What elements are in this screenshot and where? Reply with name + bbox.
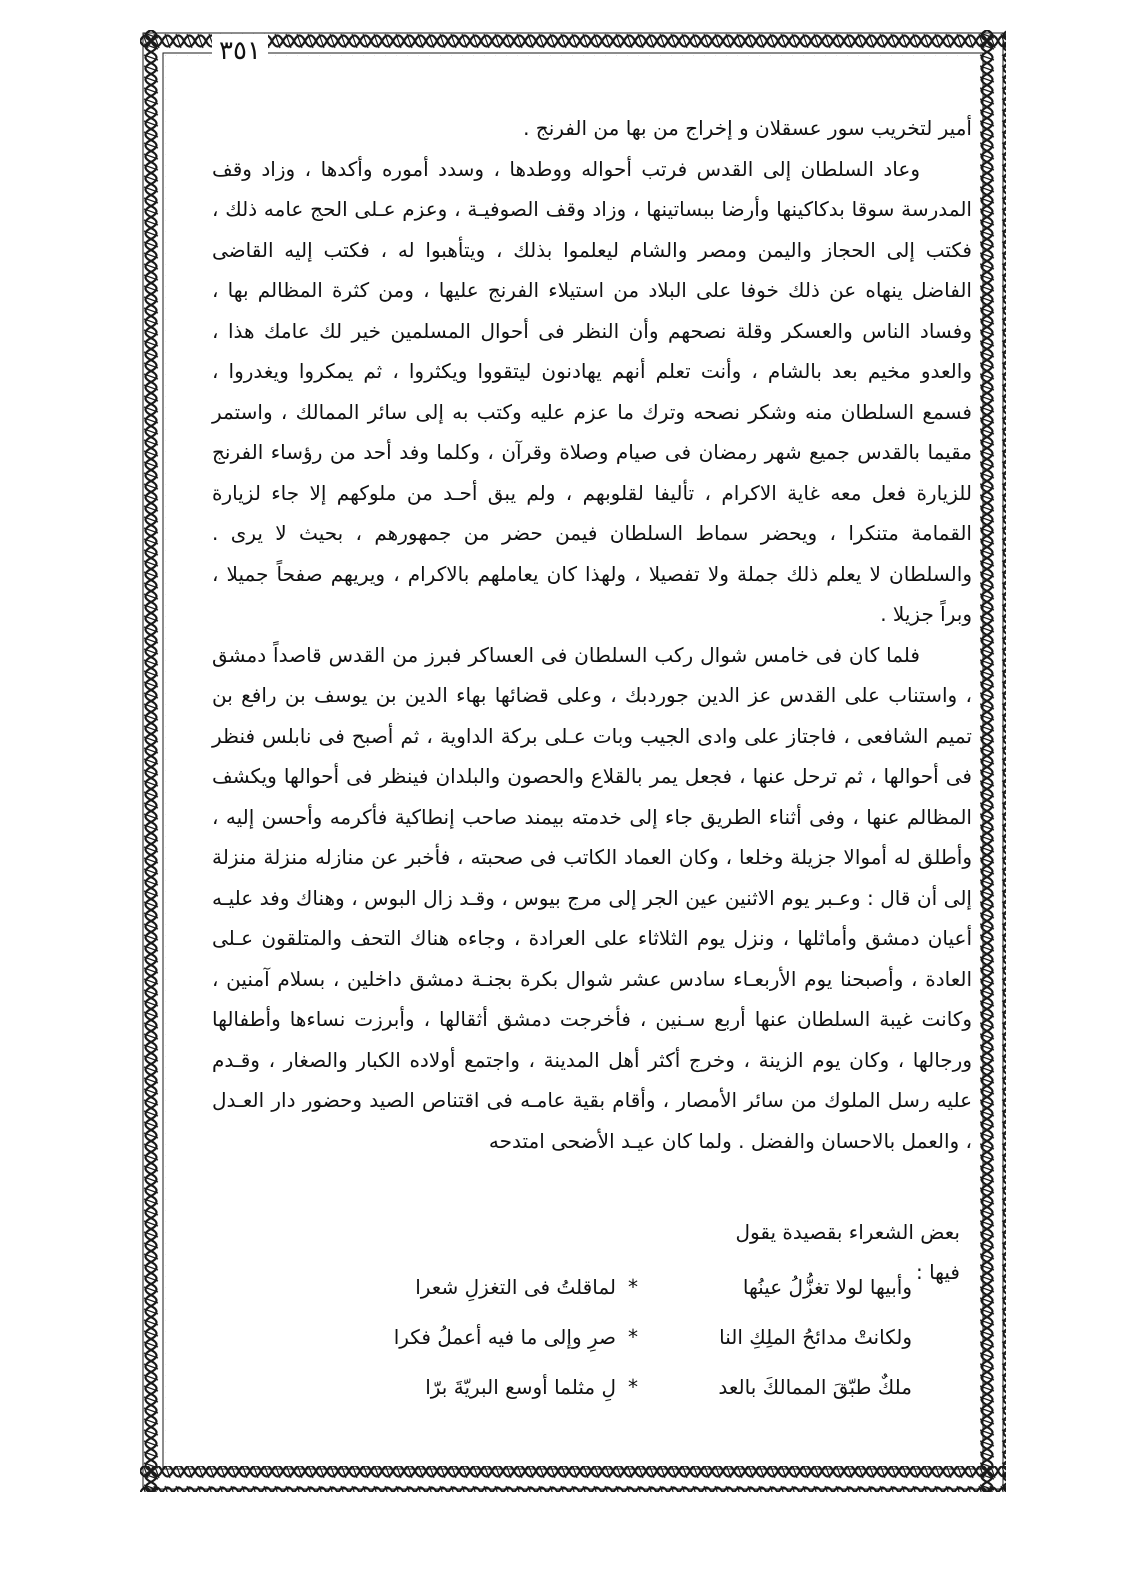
body-text [212, 108, 972, 1161]
verse [352, 1362, 912, 1412]
verse-second-hemistich: صرِ وإلى ما فيه أعملُ فكرا [393, 1325, 616, 1349]
top-border [140, 30, 1006, 56]
verse-separator: * [628, 1375, 638, 1399]
page-number: ٣٥١ [212, 34, 268, 68]
paragraph-2: وعاد السلطان إلى القدس فرتب أحواله ووطدها ، وسدد أموره وأكدها ، وزاد وقف المدرسة سوقا بدكاكينها وأرضا ببساتينها ، وزاد وقف الصوفيـة ، وعزم عـلى الحج عامه ذلك ، فكتب إلى الحجاز واليمن ومصر والشام ليعلموا بذلك ، ويتأهبوا له ، فكتب إليه القاضى الفاضل ينهاه عن ذلك خوفا على البلاد من استيلاء الفرنج عليها ، ومن كثرة المظالم بها ، وفساد الناس والعسكر وقلة نصحهم وأن النظر فى أحوال المسلمين خير لك عامك هذا ، والعدو مخيم بعد بالشام ، وأنت تعلم أنهم يهادنون ليتقووا ويكثروا ، ثم يمكروا ويغدروا ، فسمع السلطان منه وشكر نصحه وترك ما عزم عليه وكتب به إلى سائر الممالك ، واستمر مقيما بالقدس جميع شهر رمضان فى صيام وصلاة وقرآن ، وكلما وفد أحد من رؤساء الفرنج للزيارة فعل معه غاية الاكرام ، تأليفا لقلوبهم ، ولم يبق أحـد من ملوكهم إلا جاء لزيارة القمامة متنكرا ، ويحضر سماط السلطان فيمن حضر من جمهورهم ، بحيث لا يرى . والسلطان لا يعلم ذلك جملة ولا تفصيلا ، ولهذا كان يعاملهم بالاكرام ، ويريهم صفحاً جميلا ، وبراً جزيلا . [212, 156, 972, 626]
verse-second-hemistich: لماقلتُ فى التغزلِ شعرا [415, 1275, 616, 1299]
right-border [980, 30, 1006, 1492]
verse-first-hemistich: ولكانتْ مدائحُ الملِكِ النا [719, 1325, 912, 1349]
paragraph-1: أمير لتخريب سور عسقلان و إخراج من بها من الفرنج . [523, 116, 972, 140]
bottom-border [140, 1466, 1006, 1492]
left-border [140, 30, 166, 1492]
verse-first-hemistich: وأبيها لولا تغزُّلُ عينُها [742, 1275, 912, 1299]
verse-first-hemistich: ملكٌ طبّقَ الممالكَ بالعد [718, 1375, 912, 1399]
verse [352, 1312, 912, 1362]
verse-separator: * [628, 1275, 638, 1299]
verse-second-hemistich: لِ مثلما أوسع البريّةَ برّا [425, 1375, 616, 1399]
verse [352, 1262, 912, 1312]
poem-intro: بعض الشعراء بقصيدة يقول فيها : [735, 1220, 960, 1284]
paragraph-3: فلما كان فى خامس شوال ركب السلطان فى العساكر فبرز من القدس قاصداً دمشق ، واستناب على القدس عز الدين جوردبك ، وعلى قضائها بهاء الدين بن يوسف بن رافع بن تميم الشافعى ، فاجتاز على وادى الجيب وبات عـلى بركة الداوية ، ثم أصبح فى نابلس فنظر فى أحوالها ، ثم ترحل عنها ، فجعل يمر بالقلاع والحصون والبلدان فينظر فى أحوالها ويكشف المظالم عنها ، وفى أثناء الطريق جاء إلى خدمته بيمند صاحب إنطاكية فأكرمه وأحسن إليه ، وأطلق له أموالا جزيلة وخلعا ، وكان العماد الكاتب فى صحبته ، فأخبر عن منازله منزلة منزلة إلى أن قال : وعـبر يوم الاثنين عين الجر إلى مرج بيوس ، وقـد زال البوس ، وهناك وفد عليـه أعيان دمشق وأماثلها ، ونزل يوم الثلاثاء على العرادة ، وجاءه هناك التحف والمتلقون عـلى العادة ، وأصبحنا يوم الأربعـاء سادس عشر شوال بكرة بجنـة دمشق داخلين ، بسلام آمنين ، وكانت غيبة السلطان عنها أربع سـنين ، فأخرجت دمشق أثقالها ، وأبرزت نساءها وأطفالها ورجالها ، وكان يوم الزينة ، وخرج أكثر أهل المدينة ، واجتمع أولاده الكبار والصغار ، وقـدم عليه رسل الملوك من سائر الأمصار ، وأقام بقية عامـه فى اقتناص الصيد وحضور دار العـدل ، والعمل بالاحسان والفضل . ولما كان عيـد الأضحى امتدحه [212, 642, 972, 1153]
poem [352, 1262, 912, 1412]
verse-separator: * [628, 1325, 638, 1349]
